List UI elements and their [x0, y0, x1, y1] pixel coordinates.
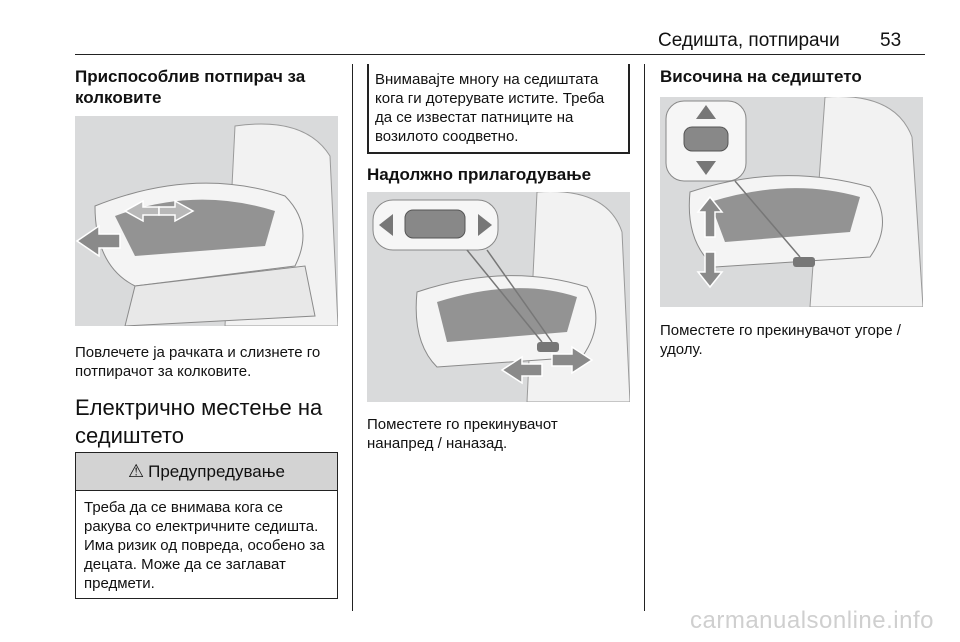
- column-separator-2: [644, 64, 645, 611]
- hip-support-heading: Приспособлив потпирач за колковите: [75, 67, 306, 107]
- longitudinal-adjustment-caption: Поместете го прекинувачот нанапред / наназад.: [367, 416, 558, 452]
- seat-height-figure: [660, 97, 923, 307]
- header-rule: [75, 54, 925, 55]
- page-header-title: Седишта, потпирачи: [658, 30, 840, 51]
- warning-triangle-icon: ⚠: [127, 461, 145, 481]
- hip-support-caption: Повлечете ја рачката и слизнете го потпирачот за колковите.: [75, 344, 321, 380]
- watermark-text: carmanualsonline.info: [690, 607, 934, 634]
- longitudinal-adjustment-heading: Надолжно прилагодување: [367, 165, 592, 184]
- seat-height-heading: Височина на седиштето: [660, 67, 862, 86]
- column-separator-1: [352, 64, 353, 611]
- warning-box: [75, 452, 338, 599]
- page-number: 53: [880, 30, 902, 51]
- warning-header: [76, 453, 337, 491]
- electric-seat-heading: Електрично местење на седиштето: [75, 395, 323, 448]
- caution-note-box: Внимавајте многу на седиштата кога ги дотерувате истите. Треба да се известат патниците на возилото соодветно.: [367, 64, 630, 154]
- hip-support-figure: [75, 116, 338, 326]
- warning-text: Треба да се внимава кога се ракува со електричните седишта. Има ризик од повреда, особено за децата. Може да се заглават предмети.: [84, 499, 325, 592]
- warning-title: Предупредување: [148, 461, 286, 481]
- seat-height-caption: Поместете го прекинувачот угоре / удолу.: [660, 322, 901, 358]
- longitudinal-adjustment-figure: [367, 192, 630, 402]
